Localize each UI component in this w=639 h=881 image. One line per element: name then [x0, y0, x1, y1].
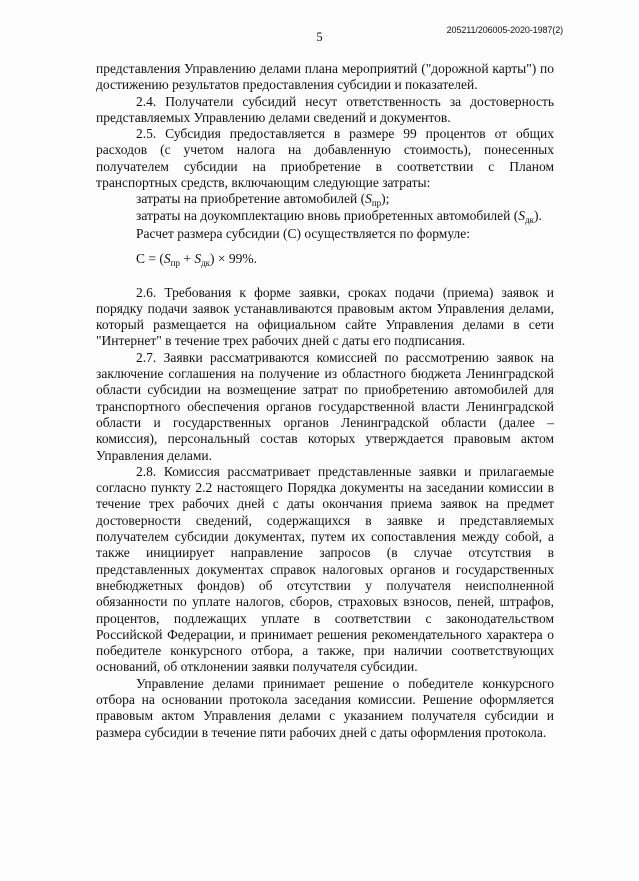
calculation-intro: Расчет размера субсидии (С) осуществляется по формуле: — [136, 225, 470, 241]
cost-item-end: ); — [381, 191, 390, 207]
cost-item-completion — [96, 208, 554, 224]
page-number: 5 — [316, 30, 323, 44]
cost-item-end: ). — [533, 207, 542, 223]
formula-sub2: дк — [201, 258, 211, 269]
cost-var-s: S — [518, 207, 525, 223]
cost-item-purchase-text: затраты на приобретение автомобилей ( — [136, 191, 366, 207]
cost-var-s: S — [365, 191, 372, 207]
subsidy-formula — [96, 251, 554, 267]
paragraph-continuation: представления Управлению делами плана мероприятий ("дорожной карты") по достижению результатов предоставления субсидии и показателей. — [96, 61, 554, 93]
paragraph-2-7: 2.7. Заявки рассматриваются комиссией по рассмотрению заявок на заключение соглашения на получение из областного бюджета Ленинградской области субсидии на возмещение затрат по приобретению автомобилей для транспортного обеспечения органов государственной власти Ленинградской области и государственных органов Ленинградской области (далее – комиссия), персональный состав которых утверждается правовым актом Управления делами. — [96, 349, 554, 463]
cost-var-sub: пр — [371, 198, 382, 209]
cost-item-completion-text: затраты на доукомплектацию вновь приобретенных автомобилей ( — [136, 207, 519, 223]
paragraph-2-4: 2.4. Получатели субсидий несут ответственность за достоверность представляемых Управлению делами сведений и документов. — [96, 93, 554, 125]
formula-lhs: С = ( — [136, 251, 164, 267]
paragraph-2-6: 2.6. Требования к форме заявки, сроках подачи (приема) заявок и порядку подачи заявок устанавливаются правовым актом Управления делами, который размещается на официальном сайте Управления делами в сети "Интернет" в течение трех рабочих дней с даты его подписания. — [96, 284, 554, 349]
formula-rhs: ) × 99%. — [210, 251, 258, 267]
document-code: 205211/206005-2020-1987(2) — [446, 25, 563, 35]
formula-var-s2: S — [194, 251, 202, 267]
formula-plus: + — [179, 251, 195, 267]
paragraph-2-8: 2.8. Комиссия рассматривает представленные заявки и прилагаемые согласно пункту 2.2 настоящего Порядка документы на заседании комиссии в течение трех рабочих дней с даты окончания приема заявок на предмет достоверности сведений, содержащихся в заявке и представляемых получателем субсидии документах, путем их сопоставления между собой, а также инициирует направление запросов (в случае отсутствия в представленных документах справок налоговых органов и государственных внебюджетных фондов) об отсутствии у получателя неисполненной обязанности по уплате налогов, сборов, страховых взносов, пеней, штрафов, процентов, подлежащих уплате в соответствии с законодательством Российской Федерации, и принимает решения рекомендательного характера о победителе конкурсного отбора, а также, при наличии соответствующих оснований, об отклонении заявки получателя субсидии. — [96, 463, 554, 675]
formula-var-s1: S — [163, 251, 171, 267]
document-body — [96, 61, 554, 741]
formula-sub1: пр — [170, 258, 180, 269]
cost-item-purchase — [96, 191, 554, 207]
paragraph-decision: Управление делами принимает решение о победителе конкурсного отбора на основании протокола заседания комиссии. Решение оформляется правовым актом Управления делами с указанием получателя субсидии и размера субсидии в течение пяти рабочих дней с даты оформления протокола. — [96, 675, 554, 740]
cost-var-sub: дк — [525, 214, 534, 225]
paragraph-2-5: 2.5. Субсидия предоставляется в размере 99 процентов от общих расходов (с учетом налога на добавленную стоимость), понесенных получателем субсидии на приобретение в соответствии с Планом транспортных средств, включающим следующие затраты: — [96, 126, 554, 191]
